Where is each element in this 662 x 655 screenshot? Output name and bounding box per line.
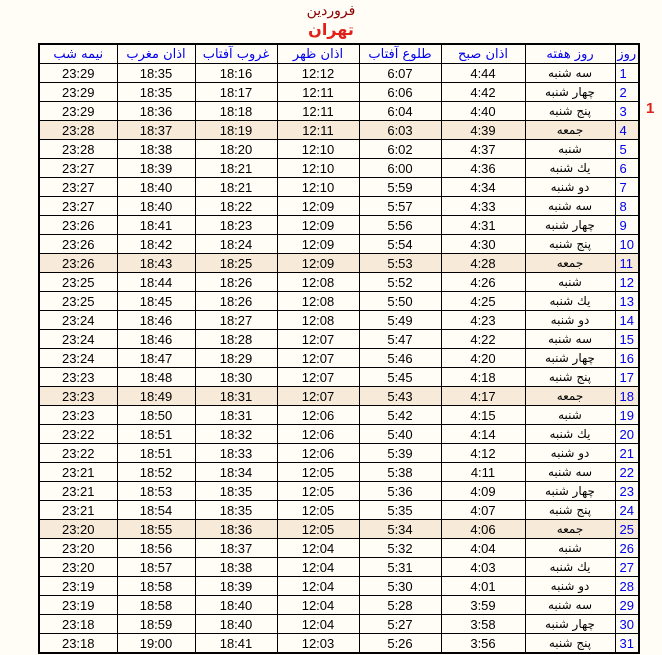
day-cell: 24 xyxy=(615,501,639,520)
day-cell: 6 xyxy=(615,159,639,178)
sunrise-cell: 5:32 xyxy=(359,539,441,558)
fajr-cell: 4:37 xyxy=(441,140,525,159)
sunset-cell: 18:26 xyxy=(195,273,277,292)
day-cell: 1 xyxy=(615,64,639,83)
dhuhr-cell: 12:07 xyxy=(277,368,359,387)
sunrise-cell: 5:53 xyxy=(359,254,441,273)
midnight-cell: 23:24 xyxy=(39,311,117,330)
maghrib-cell: 18:56 xyxy=(117,539,195,558)
dhuhr-cell: 12:04 xyxy=(277,558,359,577)
sunset-cell: 18:33 xyxy=(195,444,277,463)
maghrib-cell: 18:35 xyxy=(117,64,195,83)
midnight-cell: 23:24 xyxy=(39,330,117,349)
sunset-cell: 18:40 xyxy=(195,615,277,634)
midnight-cell: 23:21 xyxy=(39,463,117,482)
maghrib-cell: 18:57 xyxy=(117,558,195,577)
table-row xyxy=(39,330,639,349)
weekday-cell: يك شنبه xyxy=(525,159,615,178)
midnight-cell: 23:27 xyxy=(39,159,117,178)
fajr-cell: 4:11 xyxy=(441,463,525,482)
sunrise-cell: 5:45 xyxy=(359,368,441,387)
header-maghrib: اذان مغرب xyxy=(117,44,195,64)
dhuhr-cell: 12:07 xyxy=(277,387,359,406)
maghrib-cell: 18:40 xyxy=(117,178,195,197)
sunrise-cell: 5:43 xyxy=(359,387,441,406)
sunrise-cell: 5:50 xyxy=(359,292,441,311)
header-sunrise: طلوع آفتاب xyxy=(359,44,441,64)
maghrib-cell: 18:50 xyxy=(117,406,195,425)
day-cell: 25 xyxy=(615,520,639,539)
fajr-cell: 4:31 xyxy=(441,216,525,235)
dhuhr-cell: 12:07 xyxy=(277,349,359,368)
midnight-cell: 23:25 xyxy=(39,292,117,311)
maghrib-cell: 18:42 xyxy=(117,235,195,254)
day-cell: 14 xyxy=(615,311,639,330)
dhuhr-cell: 12:08 xyxy=(277,311,359,330)
page-marker: 1 xyxy=(646,100,655,117)
weekday-cell: سه شنبه xyxy=(525,330,615,349)
maghrib-cell: 18:47 xyxy=(117,349,195,368)
midnight-cell: 23:29 xyxy=(39,102,117,121)
table-row xyxy=(39,254,639,273)
day-cell: 18 xyxy=(615,387,639,406)
sunset-cell: 18:23 xyxy=(195,216,277,235)
sunset-cell: 18:22 xyxy=(195,197,277,216)
sunrise-cell: 5:40 xyxy=(359,425,441,444)
maghrib-cell: 18:58 xyxy=(117,596,195,615)
day-cell: 31 xyxy=(615,634,639,654)
day-cell: 29 xyxy=(615,596,639,615)
maghrib-cell: 18:58 xyxy=(117,577,195,596)
sunset-cell: 18:18 xyxy=(195,102,277,121)
maghrib-cell: 18:51 xyxy=(117,425,195,444)
weekday-cell: جمعه xyxy=(525,254,615,273)
fajr-cell: 3:59 xyxy=(441,596,525,615)
maghrib-cell: 18:38 xyxy=(117,140,195,159)
dhuhr-cell: 12:05 xyxy=(277,463,359,482)
table-row xyxy=(39,520,639,539)
midnight-cell: 23:23 xyxy=(39,406,117,425)
sunset-cell: 18:27 xyxy=(195,311,277,330)
table-row xyxy=(39,368,639,387)
sunset-cell: 18:21 xyxy=(195,159,277,178)
midnight-cell: 23:29 xyxy=(39,83,117,102)
day-cell: 11 xyxy=(615,254,639,273)
sunrise-cell: 6:07 xyxy=(359,64,441,83)
dhuhr-cell: 12:03 xyxy=(277,634,359,654)
day-cell: 16 xyxy=(615,349,639,368)
weekday-cell: سه شنبه xyxy=(525,64,615,83)
dhuhr-cell: 12:08 xyxy=(277,292,359,311)
midnight-cell: 23:21 xyxy=(39,482,117,501)
fajr-cell: 4:20 xyxy=(441,349,525,368)
sunset-cell: 18:29 xyxy=(195,349,277,368)
weekday-cell: پنج شنبه xyxy=(525,501,615,520)
midnight-cell: 23:27 xyxy=(39,178,117,197)
header-midnight: نيمه شب xyxy=(39,44,117,64)
table-row xyxy=(39,273,639,292)
header-sunset: غروب آفتاب xyxy=(195,44,277,64)
maghrib-cell: 18:51 xyxy=(117,444,195,463)
midnight-cell: 23:26 xyxy=(39,216,117,235)
dhuhr-cell: 12:10 xyxy=(277,159,359,178)
fajr-cell: 4:12 xyxy=(441,444,525,463)
sunrise-cell: 5:31 xyxy=(359,558,441,577)
day-cell: 13 xyxy=(615,292,639,311)
dhuhr-cell: 12:08 xyxy=(277,273,359,292)
dhuhr-cell: 12:10 xyxy=(277,140,359,159)
weekday-cell: چهار شنبه xyxy=(525,615,615,634)
sunrise-cell: 5:34 xyxy=(359,520,441,539)
day-cell: 26 xyxy=(615,539,639,558)
day-cell: 21 xyxy=(615,444,639,463)
month-title: فروردين xyxy=(306,3,356,19)
sunset-cell: 18:24 xyxy=(195,235,277,254)
table-row xyxy=(39,349,639,368)
table-row xyxy=(39,102,639,121)
maghrib-cell: 18:35 xyxy=(117,83,195,102)
sunrise-cell: 5:39 xyxy=(359,444,441,463)
dhuhr-cell: 12:04 xyxy=(277,596,359,615)
table-row xyxy=(39,387,639,406)
table-row xyxy=(39,216,639,235)
midnight-cell: 23:28 xyxy=(39,121,117,140)
fajr-cell: 4:09 xyxy=(441,482,525,501)
fajr-cell: 4:36 xyxy=(441,159,525,178)
maghrib-cell: 18:43 xyxy=(117,254,195,273)
fajr-cell: 4:18 xyxy=(441,368,525,387)
day-cell: 15 xyxy=(615,330,639,349)
dhuhr-cell: 12:06 xyxy=(277,406,359,425)
sunrise-cell: 5:38 xyxy=(359,463,441,482)
midnight-cell: 23:23 xyxy=(39,387,117,406)
weekday-cell: دو شنبه xyxy=(525,311,615,330)
weekday-cell: يك شنبه xyxy=(525,292,615,311)
weekday-cell: جمعه xyxy=(525,121,615,140)
weekday-cell: شنبه xyxy=(525,539,615,558)
dhuhr-cell: 12:04 xyxy=(277,539,359,558)
dhuhr-cell: 12:09 xyxy=(277,197,359,216)
midnight-cell: 23:19 xyxy=(39,577,117,596)
sunset-cell: 18:31 xyxy=(195,387,277,406)
sunrise-cell: 6:06 xyxy=(359,83,441,102)
fajr-cell: 4:06 xyxy=(441,520,525,539)
dhuhr-cell: 12:05 xyxy=(277,520,359,539)
fajr-cell: 4:25 xyxy=(441,292,525,311)
dhuhr-cell: 12:07 xyxy=(277,330,359,349)
day-cell: 9 xyxy=(615,216,639,235)
dhuhr-cell: 12:06 xyxy=(277,444,359,463)
maghrib-cell: 19:00 xyxy=(117,634,195,654)
midnight-cell: 23:20 xyxy=(39,539,117,558)
dhuhr-cell: 12:04 xyxy=(277,615,359,634)
weekday-cell: شنبه xyxy=(525,406,615,425)
sunset-cell: 18:41 xyxy=(195,634,277,654)
sunrise-cell: 5:52 xyxy=(359,273,441,292)
midnight-cell: 23:22 xyxy=(39,444,117,463)
dhuhr-cell: 12:05 xyxy=(277,501,359,520)
table-row xyxy=(39,406,639,425)
table-row xyxy=(39,64,639,83)
day-cell: 8 xyxy=(615,197,639,216)
table-row xyxy=(39,311,639,330)
table-row xyxy=(39,292,639,311)
weekday-cell: جمعه xyxy=(525,520,615,539)
table-row xyxy=(39,558,639,577)
weekday-cell: دو شنبه xyxy=(525,444,615,463)
weekday-cell: سه شنبه xyxy=(525,463,615,482)
dhuhr-cell: 12:04 xyxy=(277,577,359,596)
maghrib-cell: 18:55 xyxy=(117,520,195,539)
fajr-cell: 4:30 xyxy=(441,235,525,254)
table-row xyxy=(39,159,639,178)
dhuhr-cell: 12:06 xyxy=(277,425,359,444)
day-cell: 7 xyxy=(615,178,639,197)
sunset-cell: 18:17 xyxy=(195,83,277,102)
sunset-cell: 18:25 xyxy=(195,254,277,273)
table-row xyxy=(39,539,639,558)
sunrise-cell: 5:57 xyxy=(359,197,441,216)
midnight-cell: 23:21 xyxy=(39,501,117,520)
sunset-cell: 18:26 xyxy=(195,292,277,311)
sunset-cell: 18:37 xyxy=(195,539,277,558)
weekday-cell: چهار شنبه xyxy=(525,482,615,501)
weekday-cell: جمعه xyxy=(525,387,615,406)
sunset-cell: 18:31 xyxy=(195,406,277,425)
maghrib-cell: 18:41 xyxy=(117,216,195,235)
header-dhuhr: اذان ظهر xyxy=(277,44,359,64)
sunset-cell: 18:34 xyxy=(195,463,277,482)
maghrib-cell: 18:59 xyxy=(117,615,195,634)
table-row xyxy=(39,140,639,159)
weekday-cell: چهار شنبه xyxy=(525,216,615,235)
midnight-cell: 23:23 xyxy=(39,368,117,387)
midnight-cell: 23:26 xyxy=(39,254,117,273)
midnight-cell: 23:18 xyxy=(39,634,117,654)
day-cell: 19 xyxy=(615,406,639,425)
sunset-cell: 18:35 xyxy=(195,501,277,520)
midnight-cell: 23:18 xyxy=(39,615,117,634)
table-row xyxy=(39,596,639,615)
midnight-cell: 23:24 xyxy=(39,349,117,368)
sunrise-cell: 5:27 xyxy=(359,615,441,634)
header-weekday: روز هفته xyxy=(525,44,615,64)
day-cell: 28 xyxy=(615,577,639,596)
sunset-cell: 18:38 xyxy=(195,558,277,577)
maghrib-cell: 18:48 xyxy=(117,368,195,387)
sunrise-cell: 6:04 xyxy=(359,102,441,121)
fajr-cell: 4:17 xyxy=(441,387,525,406)
fajr-cell: 4:01 xyxy=(441,577,525,596)
table-row xyxy=(39,425,639,444)
dhuhr-cell: 12:09 xyxy=(277,254,359,273)
table-row xyxy=(39,235,639,254)
day-cell: 17 xyxy=(615,368,639,387)
fajr-cell: 4:34 xyxy=(441,178,525,197)
fajr-cell: 4:23 xyxy=(441,311,525,330)
dhuhr-cell: 12:09 xyxy=(277,216,359,235)
sunrise-cell: 5:56 xyxy=(359,216,441,235)
maghrib-cell: 18:36 xyxy=(117,102,195,121)
sunset-cell: 18:16 xyxy=(195,64,277,83)
fajr-cell: 3:56 xyxy=(441,634,525,654)
dhuhr-cell: 12:11 xyxy=(277,121,359,140)
sunset-cell: 18:36 xyxy=(195,520,277,539)
fajr-cell: 4:26 xyxy=(441,273,525,292)
table-header-row xyxy=(39,44,639,64)
midnight-cell: 23:26 xyxy=(39,235,117,254)
sunrise-cell: 5:49 xyxy=(359,311,441,330)
sunrise-cell: 5:35 xyxy=(359,501,441,520)
day-cell: 27 xyxy=(615,558,639,577)
sunrise-cell: 5:36 xyxy=(359,482,441,501)
fajr-cell: 4:40 xyxy=(441,102,525,121)
weekday-cell: دو شنبه xyxy=(525,577,615,596)
maghrib-cell: 18:46 xyxy=(117,311,195,330)
sunset-cell: 18:40 xyxy=(195,596,277,615)
city-title: تهران xyxy=(308,20,354,39)
maghrib-cell: 18:37 xyxy=(117,121,195,140)
midnight-cell: 23:20 xyxy=(39,520,117,539)
table-row xyxy=(39,634,639,654)
sunset-cell: 18:30 xyxy=(195,368,277,387)
sunrise-cell: 6:00 xyxy=(359,159,441,178)
fajr-cell: 4:39 xyxy=(441,121,525,140)
sunset-cell: 18:32 xyxy=(195,425,277,444)
day-cell: 5 xyxy=(615,140,639,159)
table-row xyxy=(39,501,639,520)
weekday-cell: سه شنبه xyxy=(525,596,615,615)
header-day: روز xyxy=(615,44,639,64)
fajr-cell: 4:33 xyxy=(441,197,525,216)
maghrib-cell: 18:54 xyxy=(117,501,195,520)
dhuhr-cell: 12:10 xyxy=(277,178,359,197)
day-cell: 2 xyxy=(615,83,639,102)
weekday-cell: چهار شنبه xyxy=(525,83,615,102)
sunset-cell: 18:20 xyxy=(195,140,277,159)
day-cell: 12 xyxy=(615,273,639,292)
midnight-cell: 23:22 xyxy=(39,425,117,444)
fajr-cell: 4:28 xyxy=(441,254,525,273)
sunset-cell: 18:39 xyxy=(195,577,277,596)
sunrise-cell: 6:02 xyxy=(359,140,441,159)
weekday-cell: پنج شنبه xyxy=(525,235,615,254)
midnight-cell: 23:20 xyxy=(39,558,117,577)
day-cell: 23 xyxy=(615,482,639,501)
prayer-times-table xyxy=(38,43,640,654)
dhuhr-cell: 12:11 xyxy=(277,102,359,121)
sunrise-cell: 5:54 xyxy=(359,235,441,254)
dhuhr-cell: 12:09 xyxy=(277,235,359,254)
sunset-cell: 18:19 xyxy=(195,121,277,140)
weekday-cell: پنج شنبه xyxy=(525,102,615,121)
day-cell: 22 xyxy=(615,463,639,482)
midnight-cell: 23:27 xyxy=(39,197,117,216)
header-fajr: اذان صبح xyxy=(441,44,525,64)
day-cell: 4 xyxy=(615,121,639,140)
fajr-cell: 4:04 xyxy=(441,539,525,558)
day-cell: 20 xyxy=(615,425,639,444)
fajr-cell: 4:15 xyxy=(441,406,525,425)
weekday-cell: يك شنبه xyxy=(525,425,615,444)
weekday-cell: سه شنبه xyxy=(525,197,615,216)
maghrib-cell: 18:40 xyxy=(117,197,195,216)
midnight-cell: 23:25 xyxy=(39,273,117,292)
midnight-cell: 23:29 xyxy=(39,64,117,83)
maghrib-cell: 18:52 xyxy=(117,463,195,482)
fajr-cell: 4:44 xyxy=(441,64,525,83)
fajr-cell: 4:07 xyxy=(441,501,525,520)
midnight-cell: 23:19 xyxy=(39,596,117,615)
table-row xyxy=(39,615,639,634)
sunrise-cell: 5:26 xyxy=(359,634,441,654)
weekday-cell: چهار شنبه xyxy=(525,349,615,368)
sunrise-cell: 5:42 xyxy=(359,406,441,425)
maghrib-cell: 18:49 xyxy=(117,387,195,406)
table-row xyxy=(39,577,639,596)
fajr-cell: 4:14 xyxy=(441,425,525,444)
table-body xyxy=(39,64,639,654)
sunrise-cell: 6:03 xyxy=(359,121,441,140)
sunrise-cell: 5:59 xyxy=(359,178,441,197)
sunrise-cell: 5:28 xyxy=(359,596,441,615)
fajr-cell: 4:42 xyxy=(441,83,525,102)
sunset-cell: 18:28 xyxy=(195,330,277,349)
table-row xyxy=(39,463,639,482)
day-cell: 3 xyxy=(615,102,639,121)
weekday-cell: پنج شنبه xyxy=(525,634,615,654)
fajr-cell: 4:22 xyxy=(441,330,525,349)
weekday-cell: شنبه xyxy=(525,140,615,159)
table-row xyxy=(39,121,639,140)
day-cell: 10 xyxy=(615,235,639,254)
table-row xyxy=(39,197,639,216)
maghrib-cell: 18:53 xyxy=(117,482,195,501)
maghrib-cell: 18:46 xyxy=(117,330,195,349)
fajr-cell: 3:58 xyxy=(441,615,525,634)
table-row xyxy=(39,178,639,197)
table-row xyxy=(39,482,639,501)
weekday-cell: شنبه xyxy=(525,273,615,292)
sunrise-cell: 5:47 xyxy=(359,330,441,349)
sunrise-cell: 5:30 xyxy=(359,577,441,596)
midnight-cell: 23:28 xyxy=(39,140,117,159)
dhuhr-cell: 12:12 xyxy=(277,64,359,83)
weekday-cell: پنج شنبه xyxy=(525,368,615,387)
weekday-cell: دو شنبه xyxy=(525,178,615,197)
day-cell: 30 xyxy=(615,615,639,634)
sunset-cell: 18:21 xyxy=(195,178,277,197)
table-row xyxy=(39,83,639,102)
sunrise-cell: 5:46 xyxy=(359,349,441,368)
maghrib-cell: 18:45 xyxy=(117,292,195,311)
dhuhr-cell: 12:11 xyxy=(277,83,359,102)
sunset-cell: 18:35 xyxy=(195,482,277,501)
table-row xyxy=(39,444,639,463)
fajr-cell: 4:03 xyxy=(441,558,525,577)
maghrib-cell: 18:44 xyxy=(117,273,195,292)
maghrib-cell: 18:39 xyxy=(117,159,195,178)
weekday-cell: يك شنبه xyxy=(525,558,615,577)
dhuhr-cell: 12:05 xyxy=(277,482,359,501)
